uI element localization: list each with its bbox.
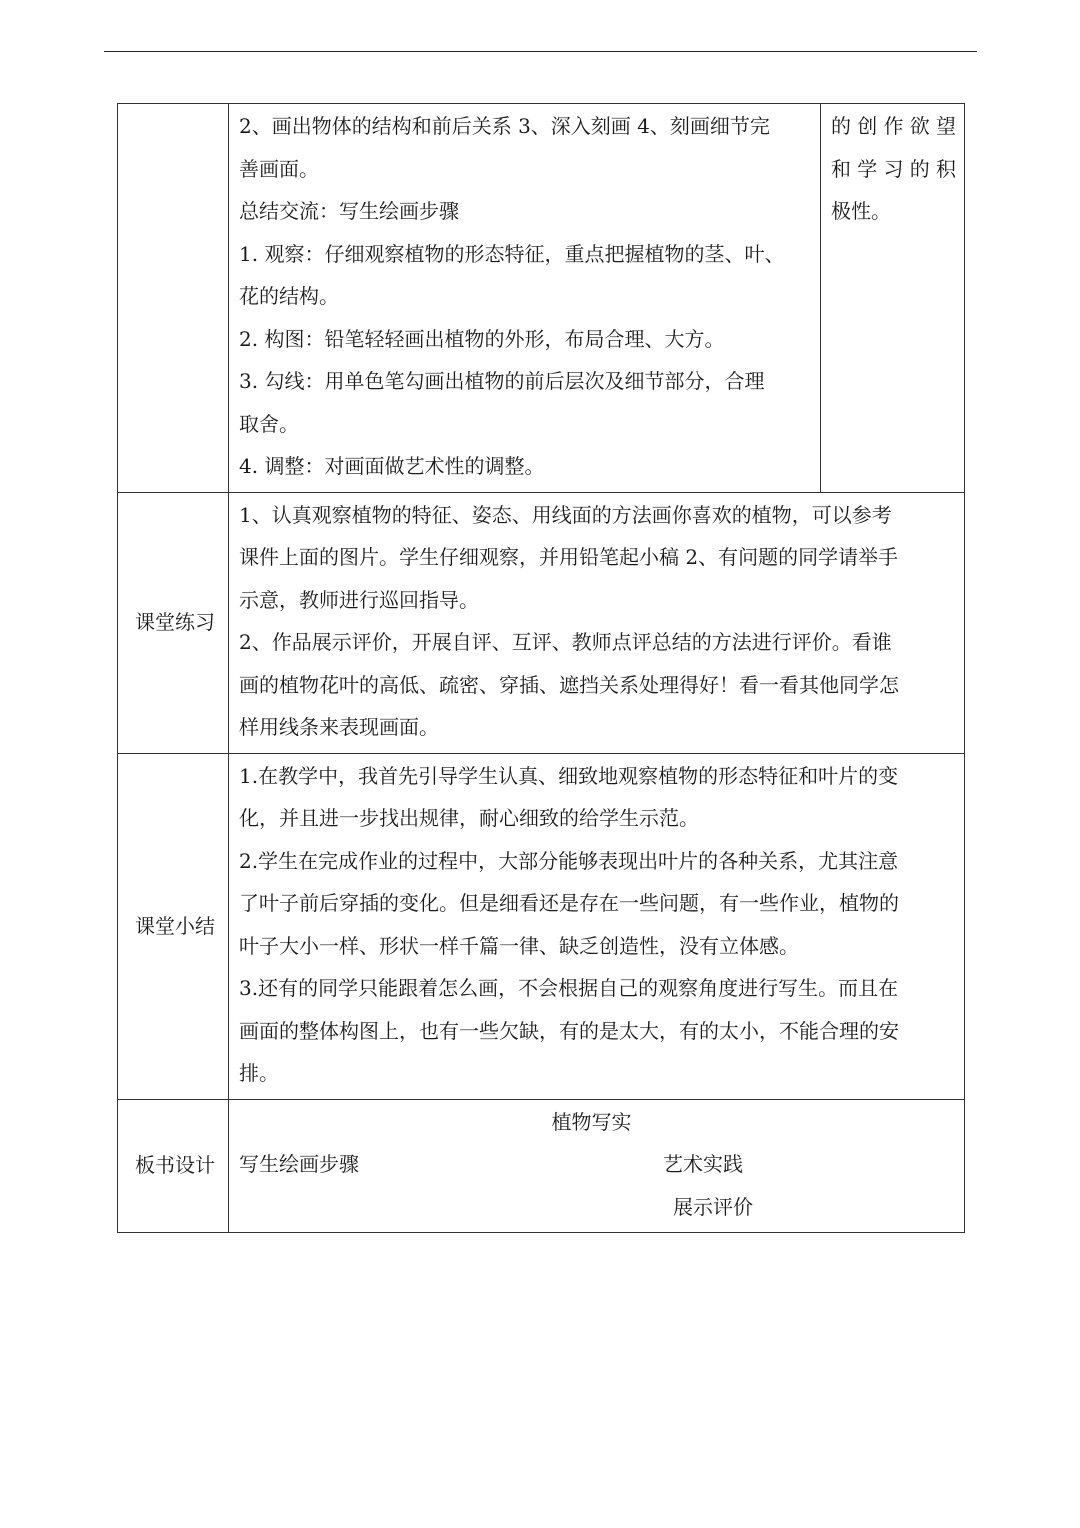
text-line: 2.学生在完成作业的过程中，大部分能够表现出叶片的各种关系，尤其注意 bbox=[239, 848, 899, 873]
text-line: 2. 构图：铅笔轻轻画出植物的外形，布局合理、大方。 bbox=[239, 326, 725, 351]
text-line: 取舍。 bbox=[239, 411, 299, 436]
row-practice bbox=[118, 492, 965, 753]
board-right-item-1: 艺术实践 bbox=[663, 1152, 743, 1176]
text-line: 化，并且进一步找出规律，耐心细致的给学生示范。 bbox=[239, 806, 699, 830]
text-line: 花的结构。 bbox=[239, 284, 339, 308]
text-line: 和学习的积 bbox=[831, 156, 956, 181]
text-line: 了叶子前后穿插的变化。但是细看还是存在一些问题，有一些作业，植物的 bbox=[239, 891, 899, 915]
text-line: 极性。 bbox=[831, 199, 891, 223]
text-line: 1. 观察：仔细观察植物的形态特征，重点把握植物的茎、叶、 bbox=[239, 241, 785, 266]
board-row-2 bbox=[239, 1186, 954, 1229]
text-line: 1.在教学中，我首先引导学生认真、细致地观察植物的形态特征和叶片的变 bbox=[239, 763, 899, 788]
text-line: 2、画出物体的结构和前后关系 3、深入刻画 4、刻画细节完 bbox=[239, 114, 770, 138]
text-line: 3.还有的同学只能跟着怎么画，不会根据自己的观察角度进行写生。而且在 bbox=[239, 976, 899, 1000]
board-label: 板书设计 bbox=[118, 1099, 229, 1233]
text-line: 叶子大小一样、形状一样千篇一律、缺乏创造性，没有立体感。 bbox=[239, 933, 799, 958]
summary-label: 课堂小结 bbox=[118, 753, 229, 1099]
process-content bbox=[229, 104, 821, 493]
text-line: 4. 调整：对画面做艺术性的调整。 bbox=[239, 454, 545, 478]
text-line: 画面的整体构图上，也有一些欠缺，有的是太大，有的太小，不能合理的安 bbox=[239, 1018, 899, 1043]
row-board bbox=[118, 1099, 965, 1233]
text-line: 总结交流：写生绘画步骤 bbox=[239, 199, 459, 223]
row-process bbox=[118, 104, 965, 493]
lesson-plan-table bbox=[117, 103, 965, 1233]
practice-content bbox=[229, 492, 965, 753]
text-line: 示意，教师进行巡回指导。 bbox=[239, 587, 479, 612]
text-line: 课件上面的图片。学生仔细观察，并用铅笔起小稿 2、有问题的同学请举手 bbox=[239, 545, 899, 569]
text-line: 善画面。 bbox=[239, 156, 319, 181]
text-line: 画的植物花叶的高低、疏密、穿插、遮挡关系处理得好！看一看其他同学怎 bbox=[239, 672, 899, 697]
text-line: 的创作欲望 bbox=[831, 114, 956, 138]
text-line: 2、作品展示评价，开展自评、互评、教师点评总结的方法进行评价。看谁 bbox=[239, 630, 892, 654]
summary-content bbox=[229, 753, 965, 1099]
text-line: 排。 bbox=[239, 1061, 279, 1085]
board-right-item-2: 展示评价 bbox=[673, 1194, 753, 1219]
design-intent-cell bbox=[821, 104, 965, 493]
text-line: 1、认真观察植物的特征、姿态、用线面的方法画你喜欢的植物，可以参考 bbox=[239, 502, 892, 527]
board-content bbox=[229, 1099, 965, 1233]
board-left-item: 写生绘画步骤 bbox=[239, 1152, 359, 1176]
text-line: 样用线条来表现画面。 bbox=[239, 715, 439, 739]
practice-label: 课堂练习 bbox=[118, 492, 229, 753]
text-line: 3. 勾线：用单色笔勾画出植物的前后层次及细节部分，合理 bbox=[239, 369, 765, 393]
board-title: 植物写实 bbox=[551, 1109, 632, 1134]
header-rule bbox=[104, 51, 977, 52]
row-summary bbox=[118, 753, 965, 1099]
process-label-cell bbox=[118, 104, 229, 493]
board-row-1 bbox=[239, 1143, 954, 1186]
